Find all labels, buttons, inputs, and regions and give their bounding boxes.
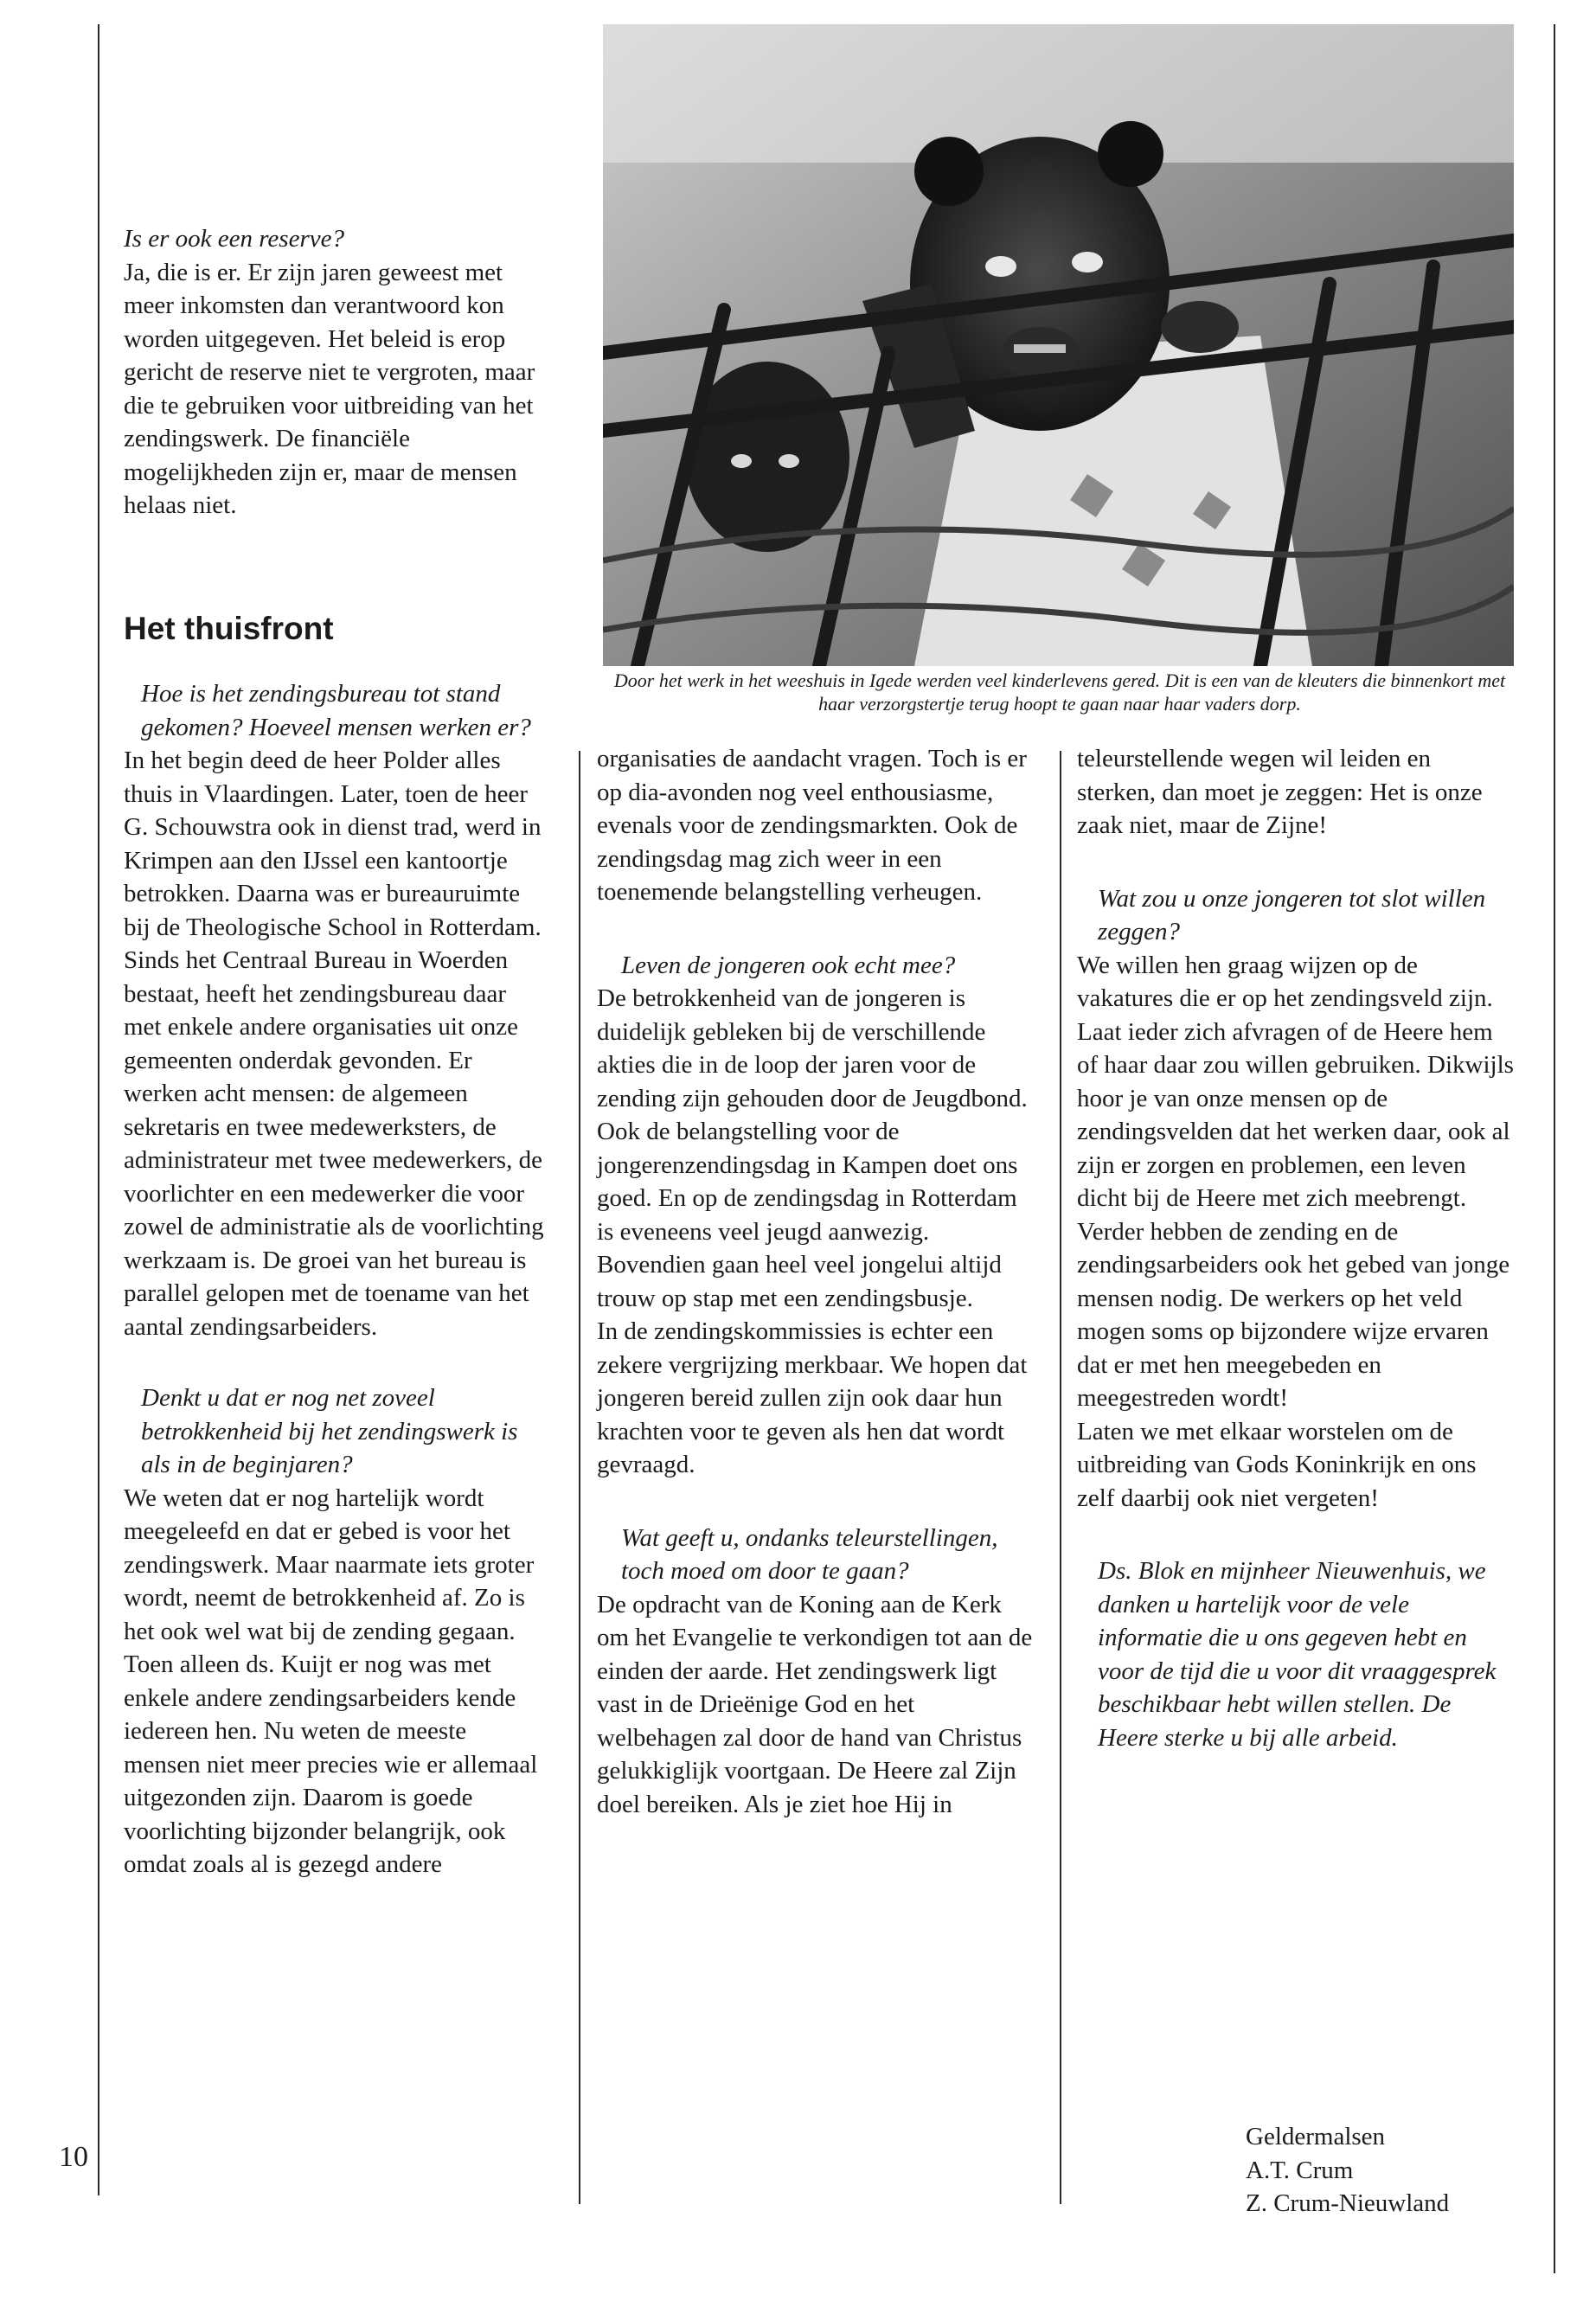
answer-jongeren-p3: In de zendingskommissies is echter een zekere vergrijzing merkbaar. We hopen dat jongeren bereid zullen zijn ook daar hun krachten voor te geven als hen dat wordt gevraagd. bbox=[597, 1317, 1028, 1478]
photo-caption: Door het werk in het weeshuis in Igede werden veel kinderlevens gered. Dit is een van de kleuters die binnenkort met haar verzorgstertje terug hoopt te gaan naar haar vaders dorp. bbox=[613, 670, 1506, 715]
signature-name-2: Z. Crum-Nieuwland bbox=[1246, 2189, 1450, 2217]
section-heading-thuisfront: Het thuisfront bbox=[124, 611, 334, 646]
answer-betrokkenheid-continued: organisaties de aandacht vragen. Toch is er op dia-avonden nog veel enthousiasme, evenals voor de zendingsmarkten. Ook de zendingsdag mag zich weer in een toenemende belangstelling verheugen. bbox=[597, 745, 1027, 906]
answer-moed: De opdracht van de Koning aan de Kerk om het Evangelie te verkondigen tot aan de einden der aarde. Het zendingswerk ligt vast in de Drieënige God en het welbehagen zal door de hand van Christus gelukkiglijk voortgaan. De Heere zal Zijn doel bereiken. Als je ziet hoe Hij in bbox=[597, 1590, 1033, 1818]
orphanage-photo bbox=[603, 24, 1514, 666]
answer-slot-p1: We willen hen graag wijzen op de vakatures die er op het zendingsveld zijn. Laat ieder zich afvragen of de Heere hem of haar daar zou willen gebruiken. Dikwijls hoor je van onze mensen op de zendingsvelden dat het werken daar, ook al zijn er zorgen en problemen, een leven dicht bij de Heere met zich meebrengt. bbox=[1077, 951, 1514, 1212]
page-margin-rule bbox=[98, 24, 99, 2195]
left-column-main bbox=[124, 677, 545, 1881]
answer-jongeren-p2: Ook de belangstelling voor de jongerenzendingsdag in Kampen doet ons goed. En op de zendingsdag in Rotterdam is eveneens veel jeugd aanwezig. Bovendien gaan heel veel jongelui altijd trouw op stap met een zendingsbusje. bbox=[597, 1118, 1018, 1312]
question-jongeren: Leven de jongeren ook echt mee? bbox=[621, 951, 956, 979]
answer-reserve: Ja, die is er. Er zijn jaren geweest met meer inkomsten dan verantwoord kon worden uitgegeven. Het beleid is erop gericht de reserve niet te vergroten, maar die te gebruiken voor uitbreiding van het zendingswerk. De financiële mogelijkheden zijn er, maar de mensen helaas niet. bbox=[124, 258, 535, 519]
question-slot: Wat zou u onze jongeren tot slot willen zeggen? bbox=[1098, 884, 1486, 945]
answer-slot-p2: Verder hebben de zending en de zendingsarbeiders ook het gebed van jonge mensen nodig. De werkers op het veld mogen soms op bijzondere wijze ervaren dat er met hen meegebeden en meegestreden wordt! bbox=[1077, 1217, 1510, 1412]
answer-jongeren-p1: De betrokkenheid van de jongeren is duidelijk gebleken bij de verschillende akties die in de loop der jaren voor de zending zijn gehouden door de Jeugdbond. bbox=[597, 984, 1028, 1112]
middle-column bbox=[597, 742, 1038, 1821]
page-right-edge-rule bbox=[1554, 24, 1555, 2273]
signature-block bbox=[1246, 2120, 1449, 2221]
signature-name-1: A.T. Crum bbox=[1246, 2156, 1354, 2184]
question-zendingsbureau: Hoe is het zendingsbureau tot stand gekomen? Hoeveel mensen werken er? bbox=[141, 680, 531, 741]
question-moed: Wat geeft u, ondanks teleurstellingen, toch moed om door te gaan? bbox=[621, 1523, 998, 1585]
question-reserve: Is er ook een reserve? bbox=[124, 225, 344, 253]
signature-place: Geldermalsen bbox=[1246, 2123, 1386, 2150]
right-column bbox=[1077, 742, 1514, 1754]
thanks-note: Ds. Blok en mijnheer Nieuwenhuis, we danken u hartelijk voor de vele informatie die u ons gegeven hebt en voor de tijd die u voor dit vraaggesprek beschikbaar hebt willen stellen. De Heere sterke u bij alle arbeid. bbox=[1098, 1557, 1497, 1752]
column-rule-right bbox=[1060, 751, 1061, 2204]
answer-slot-p3: Laten we met elkaar worstelen om de uitbreiding van Gods Koninkrijk en ons zelf daarbij ook niet vergeten! bbox=[1077, 1417, 1477, 1512]
question-betrokkenheid: Denkt u dat er nog net zoveel betrokkenheid bij het zendingswerk is als in de beginjaren? bbox=[141, 1384, 518, 1478]
answer-zendingsbureau: In het begin deed de heer Polder alles thuis in Vlaardingen. Later, toen de heer G. Schouwstra ook in dienst trad, werd in Krimpen aan den IJssel een kantoortje betrokken. Daarna was er bureauruimte bij de Theologische School in Rotterdam. Sinds het Centraal Bureau in Woerden bestaat, heeft het zendingsbureau daar met enkele andere organisaties uit onze gemeenten onderdak gevonden. Er werken acht mensen: de algemeen sekretaris en twee medewerksters, de administrateur met twee medewerkers, de voorlichter en een medewerker die voor zowel de administratie als de voorlichting werkzaam is. De groei van het bureau is parallel gelopen met de toename van het aantal zendingsarbeiders. bbox=[124, 747, 544, 1341]
left-column-intro bbox=[124, 222, 545, 522]
answer-moed-continued: teleurstellende wegen wil leiden en sterken, dan moet je zeggen: Het is onze zaak niet, maar de Zijne! bbox=[1077, 745, 1483, 839]
page-number: 10 bbox=[59, 2141, 88, 2173]
answer-betrokkenheid: We weten dat er nog hartelijk wordt meegeleefd en dat er gebed is voor het zendingswerk. Maar naarmate iets groter wordt, neemt de betrokkenheid af. Zo is het ook wel wat bij de zending gegaan. Toen alleen ds. Kuijt er nog was met enkele andere zendingsarbeiders kende iedereen hen. Nu weten de meeste mensen niet meer precies wie er allemaal uitgezonden zijn. Daarom is goede voorlichting bijzonder belangrijk, ook omdat zoals al is gezegd andere bbox=[124, 1484, 538, 1878]
column-rule-middle bbox=[579, 751, 580, 2204]
